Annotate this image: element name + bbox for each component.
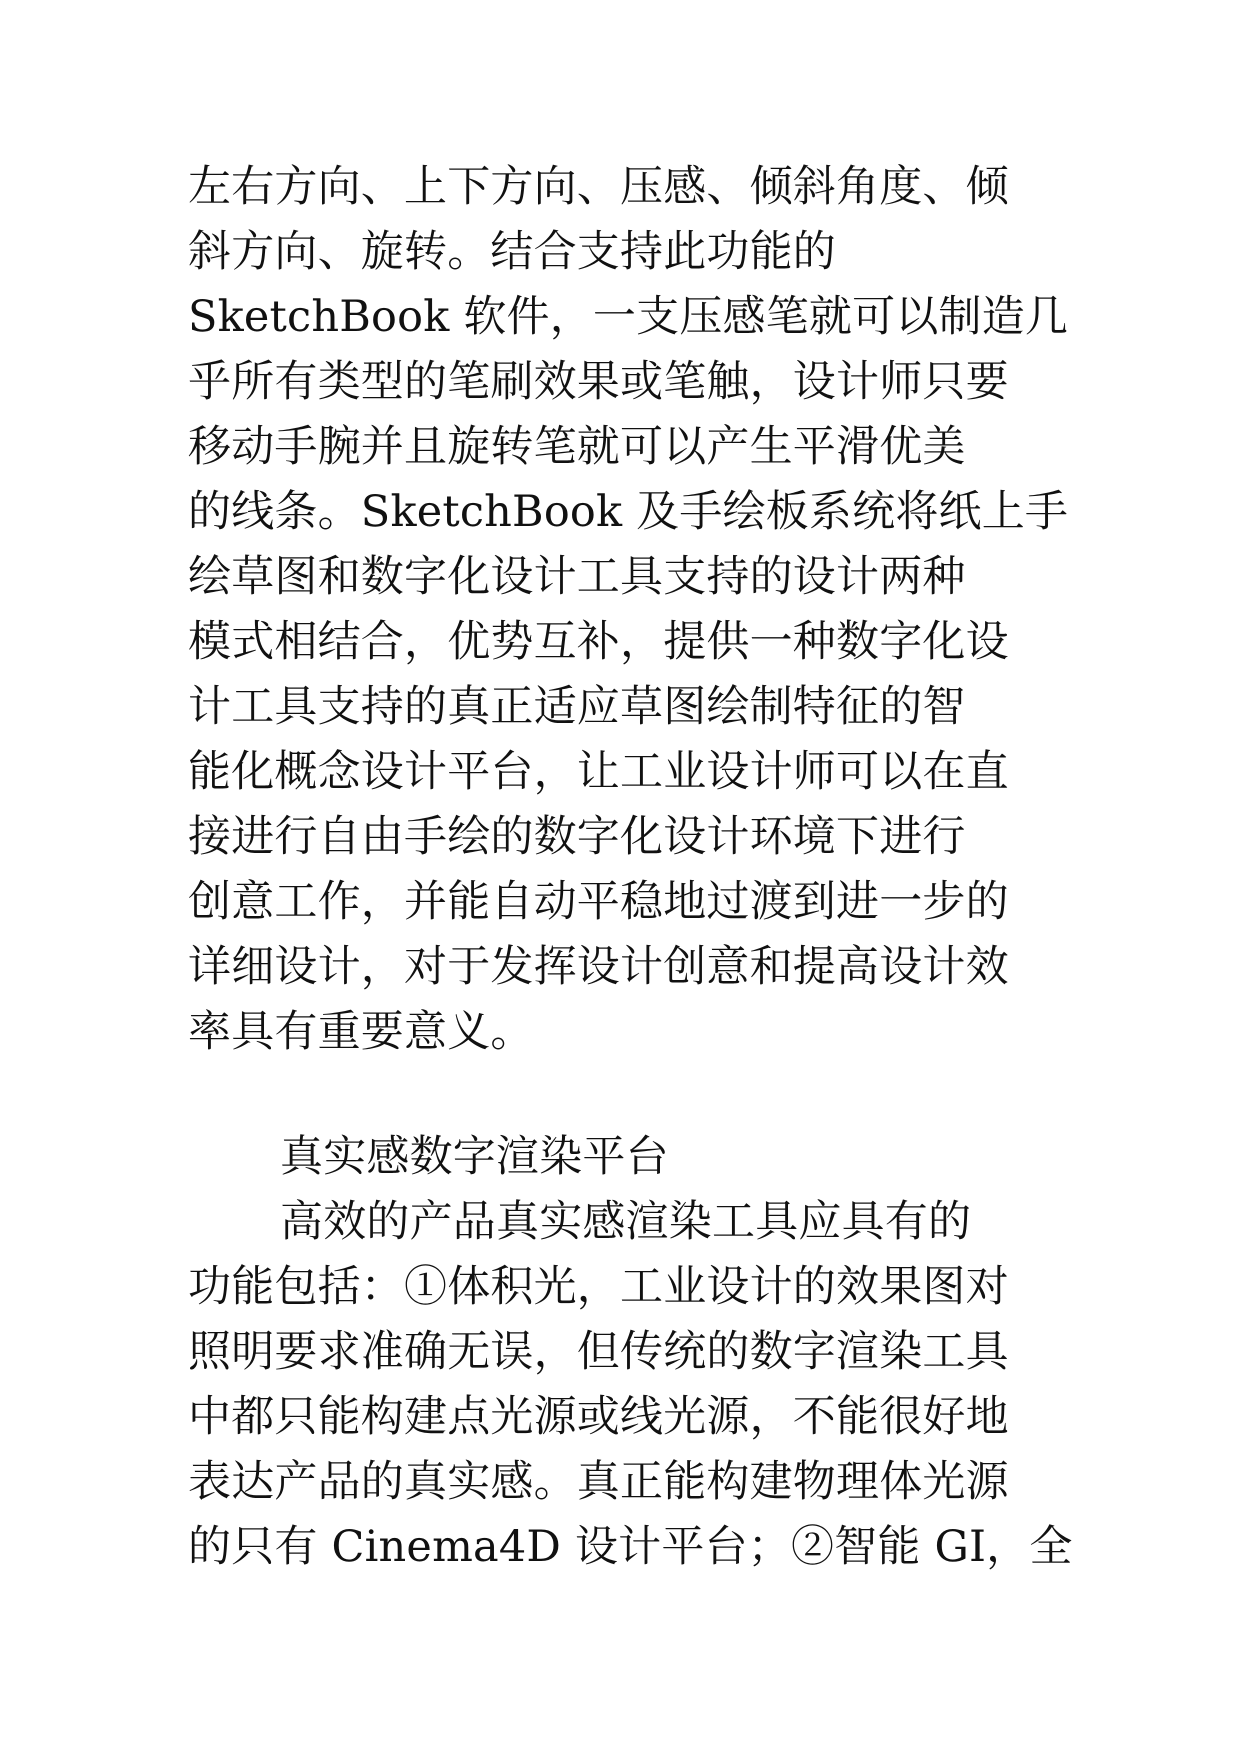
text-line: 详细设计，对于发挥设计创意和提高设计效	[188, 942, 1009, 992]
document-page	[188, 155, 1073, 1580]
text-line: 功能包括：①体积光，工业设计的效果图对	[188, 1262, 1009, 1312]
paragraph-spacer	[188, 1065, 1058, 1125]
text-line: 高效的产品真实感渲染工具应具有的	[280, 1197, 972, 1247]
section-heading: 真实感数字渲染平台	[280, 1132, 669, 1182]
text-line: 接进行自由手绘的数字化设计环境下进行	[188, 812, 966, 862]
text-line: 创意工作，并能自动平稳地过渡到进一步的	[188, 877, 1009, 927]
text-line: 移动手腕并且旋转笔就可以产生平滑优美	[188, 422, 966, 472]
text-line: 乎所有类型的笔刷效果或笔触，设计师只要	[188, 357, 1009, 407]
text-line: 模式相结合，优势互补，提供一种数字化设	[188, 617, 1009, 667]
text-line: 的线条。SketchBook 及手绘板系统将纸上手	[188, 487, 1069, 537]
text-line: SketchBook 软件，一支压感笔就可以制造几	[188, 292, 1069, 342]
text-line: 左右方向、上下方向、压感、倾斜角度、倾	[188, 162, 1009, 212]
text-line: 的只有 Cinema4D 设计平台；②智能 GI，全	[188, 1522, 1073, 1572]
body-paragraph	[188, 1190, 1073, 1580]
text-line: 中都只能构建点光源或线光源，不能很好地	[188, 1392, 1009, 1442]
text-line: 绘草图和数字化设计工具支持的设计两种	[188, 552, 966, 602]
text-line: 表达产品的真实感。真正能构建物理体光源	[188, 1457, 1009, 1507]
text-line: 计工具支持的真正适应草图绘制特征的智	[188, 682, 966, 732]
text-line: 斜方向、旋转。结合支持此功能的	[188, 227, 836, 277]
body-paragraph	[188, 155, 1069, 1065]
text-line: 能化概念设计平台，让工业设计师可以在直	[188, 747, 1009, 797]
text-line: 率具有重要意义。	[188, 1007, 534, 1057]
text-line: 照明要求准确无误，但传统的数字渲染工具	[188, 1327, 1009, 1377]
